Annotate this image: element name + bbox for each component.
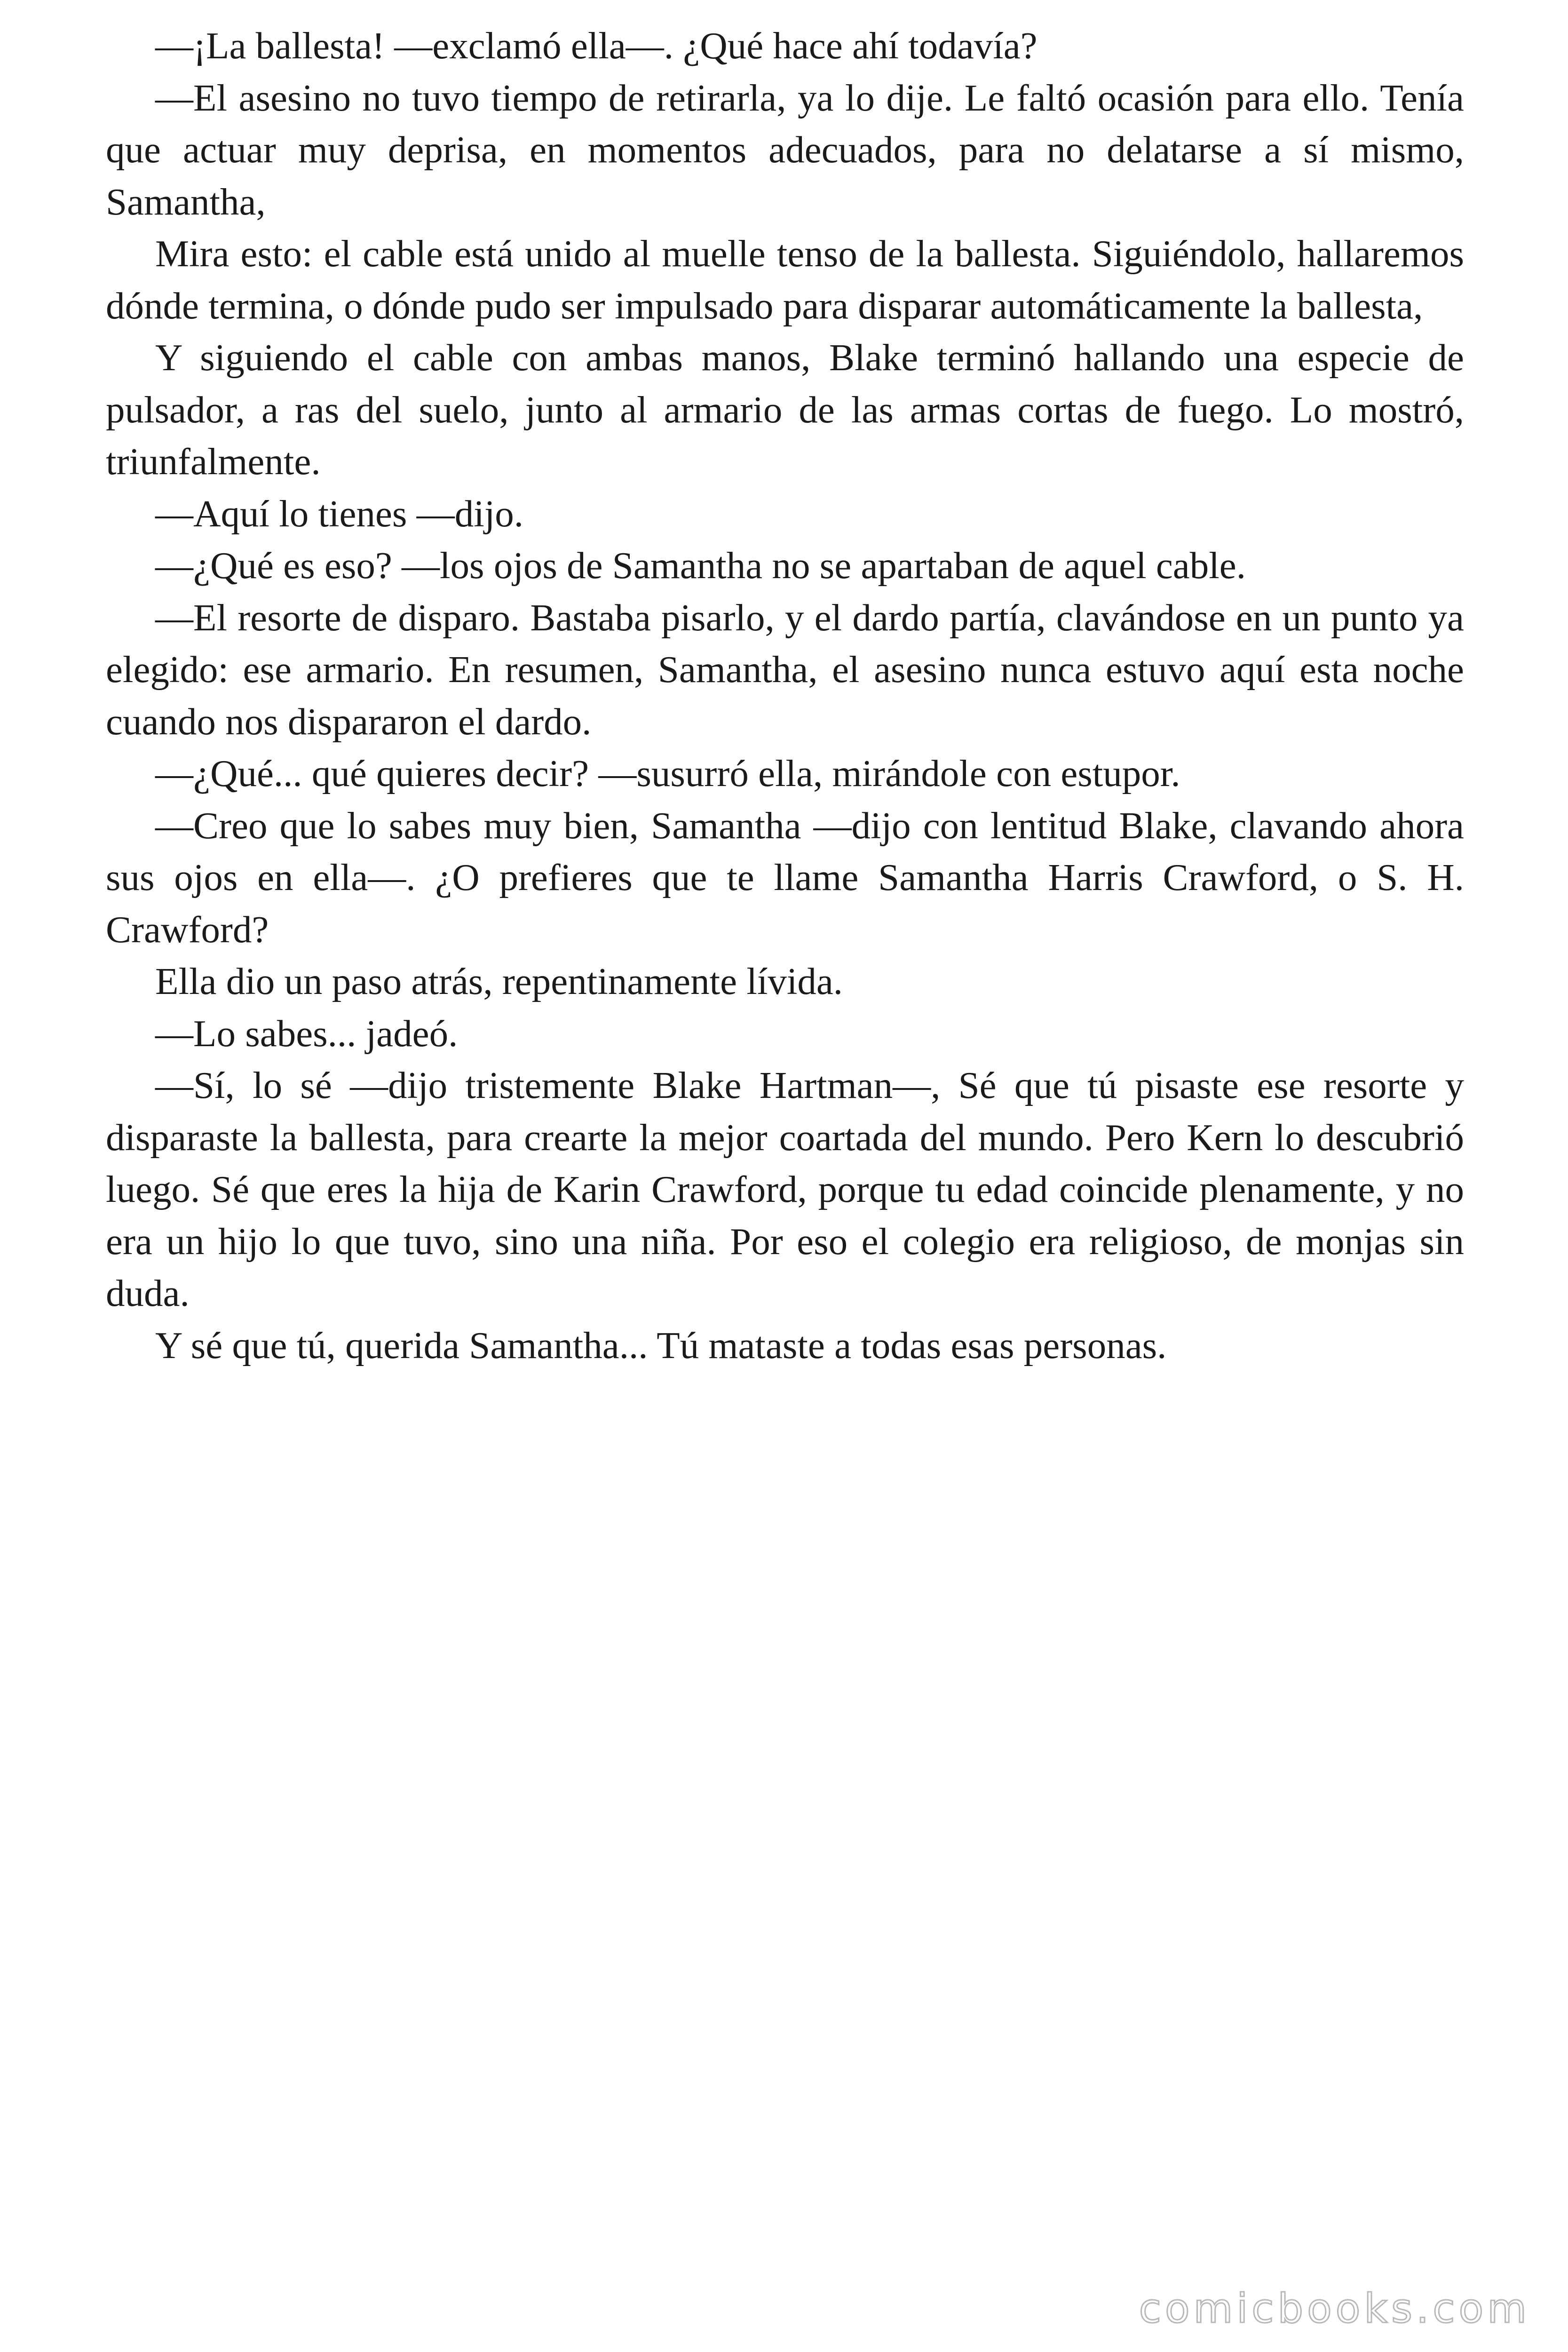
paragraph: Ella dio un paso atrás, repentinamente lívida. <box>155 960 843 1002</box>
paragraph: —El asesino no tuvo tiempo de retirarla, ya lo dije. Le faltó ocasión para ello. Tenía que actuar muy deprisa, en momentos adecuados, para no delatarse a sí mismo, Samantha, <box>106 76 1464 223</box>
paragraph: —¿Qué... qué quieres decir? —susurró ella, mirándole con estupor. <box>155 752 1180 795</box>
paragraph: Y sé que tú, querida Samantha... Tú mataste a todas esas personas. <box>155 1324 1167 1367</box>
paragraph: —¿Qué es eso? —los ojos de Samantha no se apartaban de aquel cable. <box>155 544 1246 587</box>
paragraph: Mira esto: el cable está unido al muelle tenso de la ballesta. Siguiéndolo, hallaremos dónde termina, o dónde pudo ser impulsado para disparar automáticamente la ballesta, <box>106 232 1464 327</box>
paragraph: —Lo sabes... jadeó. <box>155 1012 458 1055</box>
paragraph: —Aquí lo tienes —dijo. <box>155 492 523 535</box>
paragraph: —Creo que lo sabes muy bien, Samantha —dijo con lentitud Blake, clavando ahora sus ojos en ella—. ¿O prefieres que te llame Samantha Harris Crawford, o S. H. Crawford? <box>106 804 1464 951</box>
paragraph: —¡La ballesta! —exclamó ella—. ¿Qué hace ahí todavía? <box>155 24 1037 67</box>
paragraph: Y siguiendo el cable con ambas manos, Blake terminó hallando una especie de pulsador, a ras del suelo, junto al armario de las armas cortas de fuego. Lo mostró, triunfalmente. <box>106 336 1464 483</box>
page-text <box>106 20 1464 1371</box>
paragraph: —El resorte de disparo. Bastaba pisarlo, y el dardo partía, clavándose en un punto ya elegido: ese armario. En resumen, Samantha, el asesino nunca estuvo aquí esta noche cuando nos dispararon el dardo. <box>106 596 1464 743</box>
watermark: comicbooks.com <box>1139 2285 1530 2332</box>
paragraph: —Sí, lo sé —dijo tristemente Blake Hartman—, Sé que tú pisaste ese resorte y disparaste la ballesta, para crearte la mejor coartada del mundo. Pero Kern lo descubrió luego. Sé que eres la hija de Karin Crawford, porque tu edad coincide plenamente, y no era un hijo lo que tuvo, sino una niña. Por eso el colegio era religioso, de monjas sin duda. <box>106 1064 1464 1314</box>
